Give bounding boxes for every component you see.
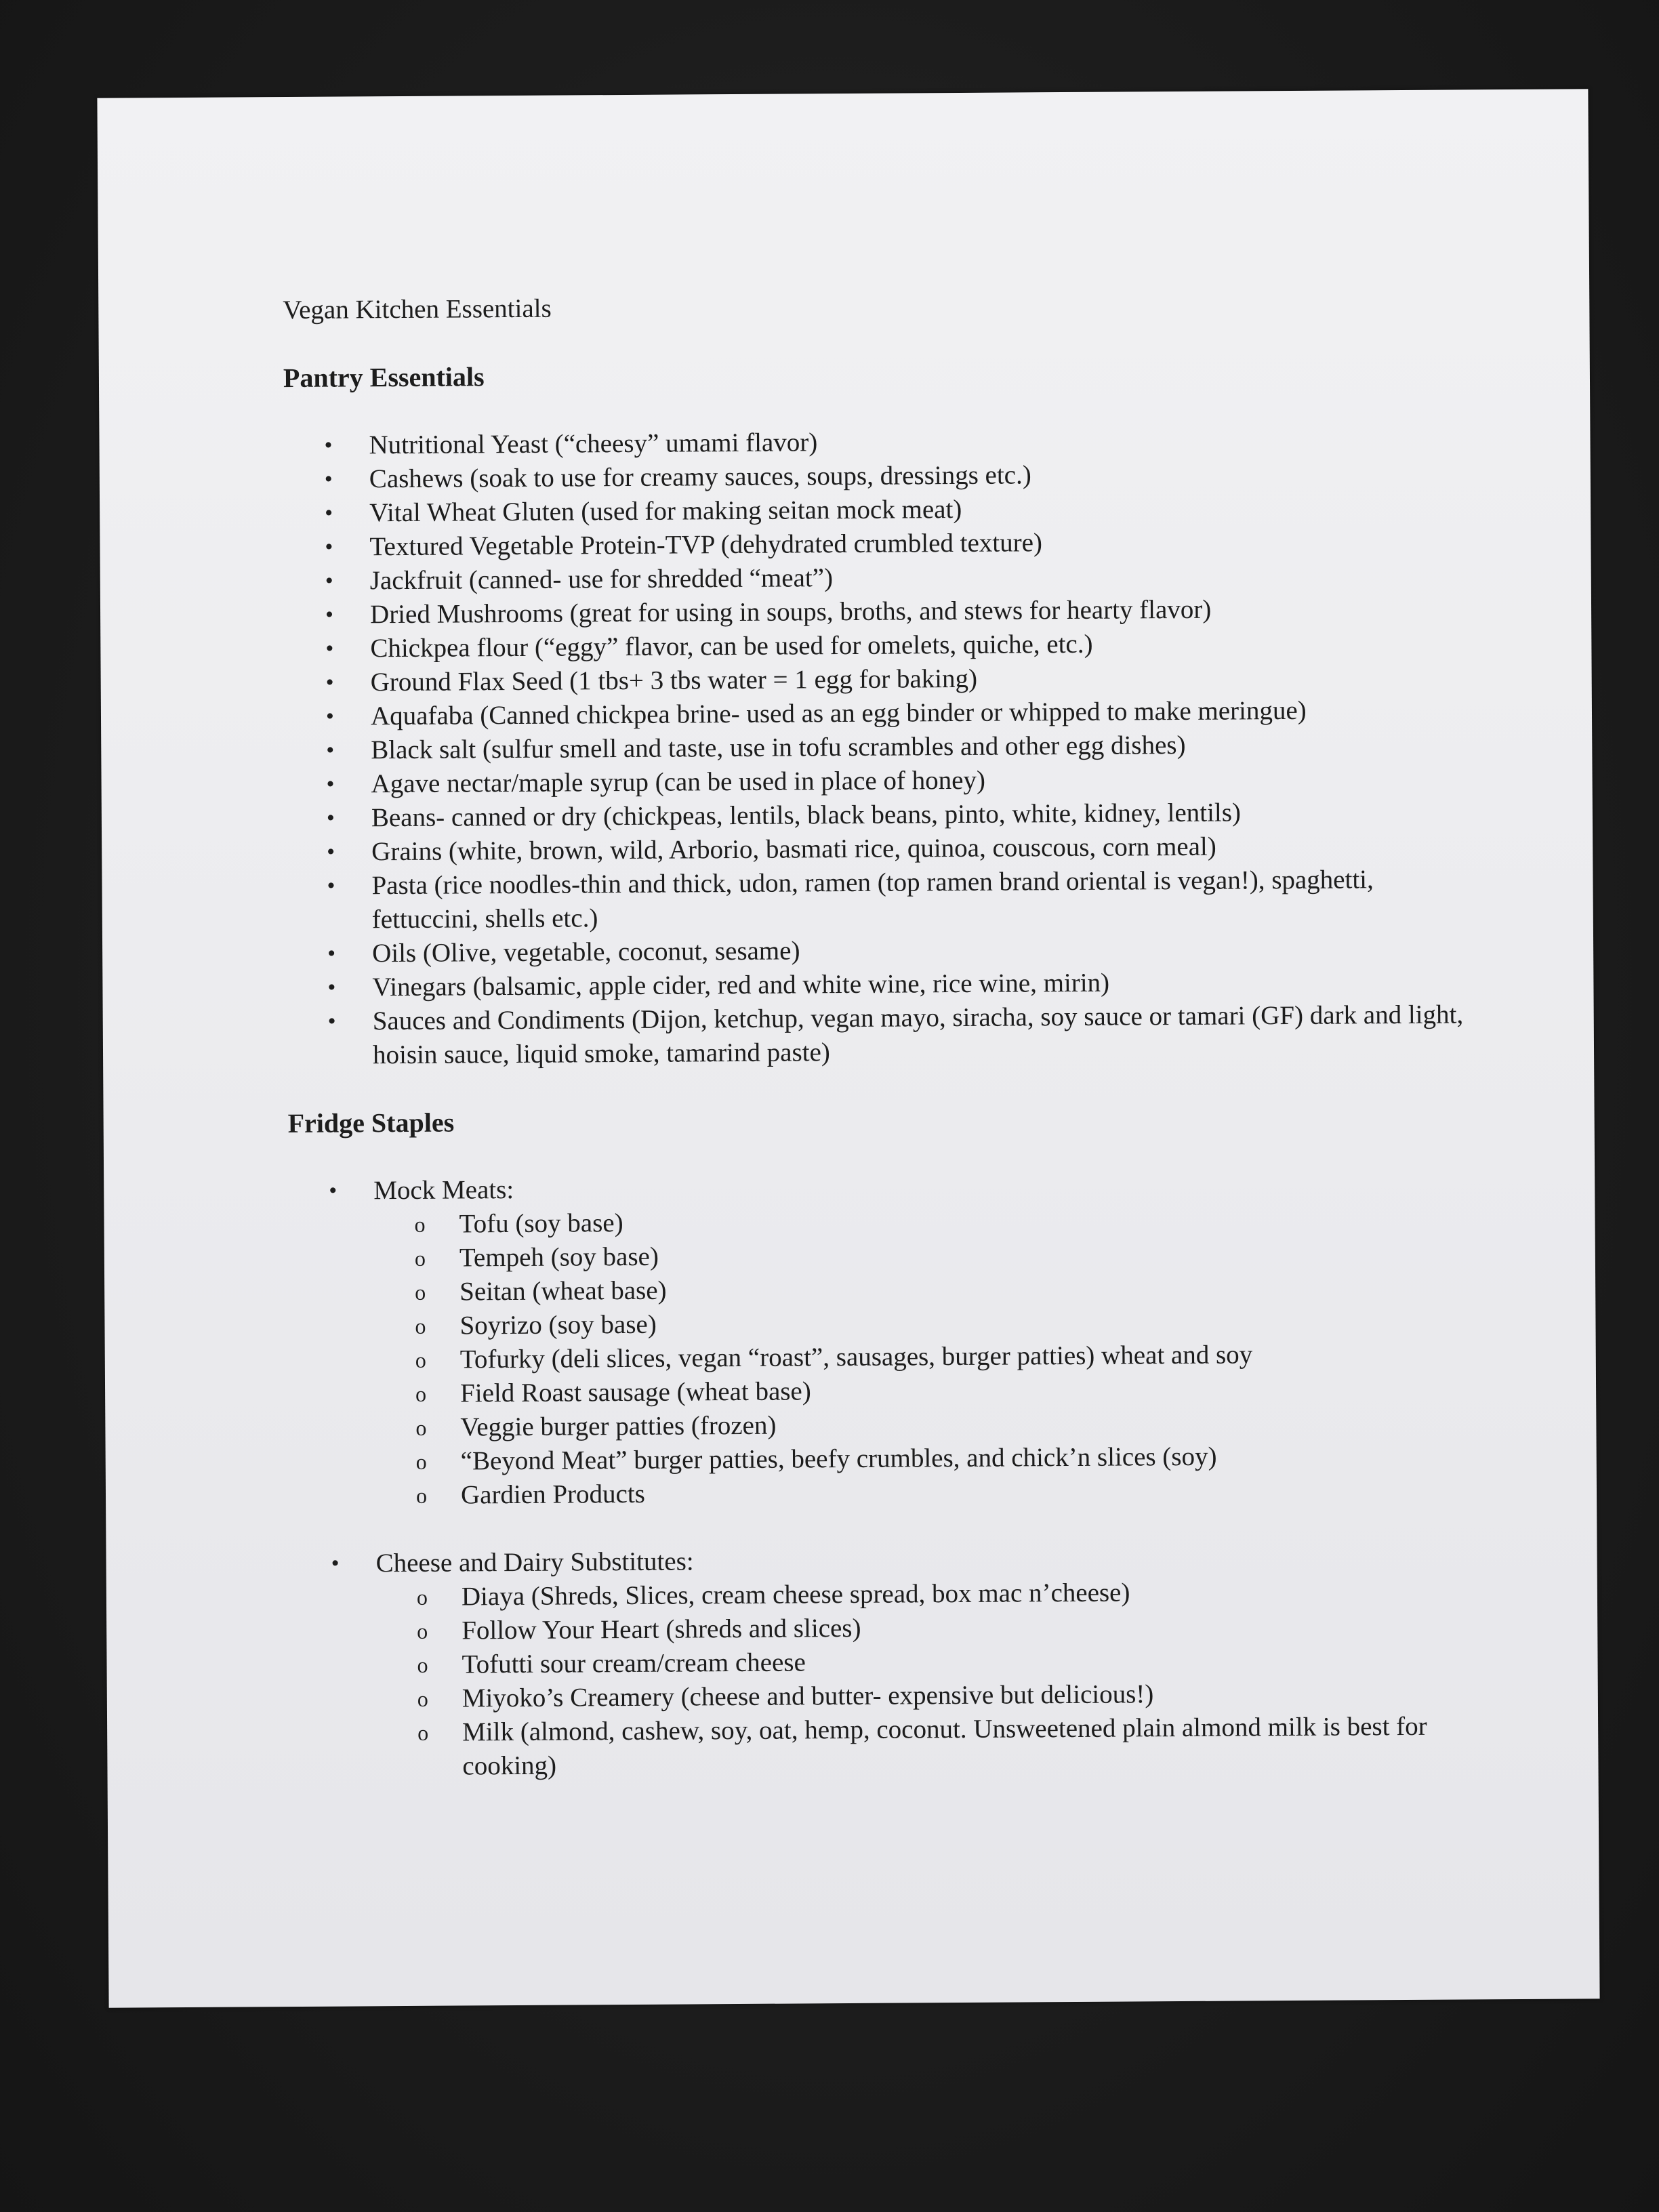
sublist-item: o Veggie burger patties (frozen) bbox=[375, 1404, 1482, 1445]
list-item: • Aquafaba (Canned chickpea brine- used as an egg binder or whipped to make meringue) bbox=[285, 693, 1478, 734]
list-item: • Nutritional Yeast (“cheesy” umami flavor) bbox=[283, 422, 1476, 463]
list-item: • Textured Vegetable Protein-TVP (dehydrated crumbled texture) bbox=[284, 523, 1477, 565]
sublist-item: o Soyrizo (soy base) bbox=[374, 1303, 1481, 1343]
dairy-substitutes-label: • Cheese and Dairy Substitutes: bbox=[375, 1547, 694, 1578]
sublist-item: o Tofutti sour cream/cream cheese bbox=[376, 1641, 1483, 1682]
list-item: • Black salt (sulfur smell and taste, use in tofu scrambles and other egg dishes) bbox=[285, 726, 1478, 768]
list-item: • Jackfruit (canned- use for shredded “meat”) bbox=[285, 557, 1477, 598]
list-item: • Vital Wheat Gluten (used for making seitan mock meat) bbox=[284, 489, 1477, 531]
list-item: • Sauces and Condiments (Dijon, ketchup, vegan mayo, siracha, soy sauce or tamari (GF) dark and light, hoisin sauce, liquid smoke, tamarind paste) bbox=[287, 998, 1481, 1073]
list-item: • Dried Mushrooms (great for using in soups, broths, and stews for hearty flavor) bbox=[285, 591, 1477, 632]
sublist-item: o Diaya (Shreds, Slices, cream cheese spread, box mac n’cheese) bbox=[376, 1574, 1483, 1614]
fridge-list bbox=[288, 1167, 1484, 1784]
pantry-list bbox=[283, 422, 1480, 1073]
sublist-item: o Gardien Products bbox=[375, 1472, 1483, 1513]
sublist-item: o Seitan (wheat base) bbox=[374, 1269, 1481, 1309]
pantry-heading: Pantry Essentials bbox=[283, 361, 485, 394]
mock-meats-group bbox=[288, 1167, 1483, 1513]
list-item: • Cashews (soak to use for creamy sauces, soups, dressings etc.) bbox=[284, 455, 1477, 497]
sublist-item: o Follow Your Heart (shreds and slices) bbox=[376, 1607, 1483, 1648]
list-item: • Beans- canned or dry (chickpeas, lentils, black beans, pinto, white, kidney, lentils) bbox=[286, 794, 1479, 836]
document-title: Vegan Kitchen Essentials bbox=[283, 293, 552, 325]
list-item: • Pasta (rice noodles-thin and thick, udon, ramen (top ramen brand oriental is vegan!), spaghetti, fettuccini, shells etc.) bbox=[286, 862, 1479, 937]
sublist-item: o “Beyond Meat” burger patties, beefy crumbles, and chick’n slices (soy) bbox=[375, 1438, 1483, 1479]
mock-meats-label: • Mock Meats: bbox=[373, 1175, 514, 1206]
paper-sheet bbox=[97, 89, 1599, 2007]
sublist-item: o Miyoko’s Creamery (cheese and butter- expensive but delicious!) bbox=[377, 1675, 1484, 1716]
list-item: • Grains (white, brown, wild, Arborio, basmati rice, quinoa, couscous, corn meal) bbox=[286, 828, 1479, 869]
dairy-substitutes-sublist bbox=[376, 1574, 1485, 1784]
sublist-item: o Tempeh (soy base) bbox=[374, 1235, 1481, 1275]
fridge-heading: Fridge Staples bbox=[287, 1107, 455, 1139]
list-item: • Chickpea flour (“eggy” flavor, can be used for omelets, quiche, etc.) bbox=[285, 625, 1477, 666]
list-item: • Oils (Olive, vegetable, coconut, sesame) bbox=[287, 930, 1479, 971]
mock-meats-sublist bbox=[373, 1201, 1483, 1513]
list-item: • Ground Flax Seed (1 tbs+ 3 tbs water = 1 egg for baking) bbox=[285, 659, 1478, 700]
sublist-item: o Milk (almond, cashew, soy, oat, hemp, coconut. Unsweetened plain almond milk is best for cooking) bbox=[377, 1709, 1485, 1784]
sublist-item: o Tofu (soy base) bbox=[373, 1201, 1481, 1242]
dairy-substitutes-group bbox=[290, 1540, 1484, 1784]
list-item: • Vinegars (balsamic, apple cider, red and white wine, rice wine, mirin) bbox=[287, 964, 1479, 1005]
sublist-item: o Tofurky (deli slices, vegan “roast”, sausages, burger patties) wheat and soy bbox=[375, 1336, 1482, 1377]
sublist-item: o Field Roast sausage (wheat base) bbox=[375, 1370, 1482, 1411]
list-item: • Agave nectar/maple syrup (can be used in place of honey) bbox=[285, 760, 1478, 802]
document-body bbox=[283, 286, 1485, 1818]
